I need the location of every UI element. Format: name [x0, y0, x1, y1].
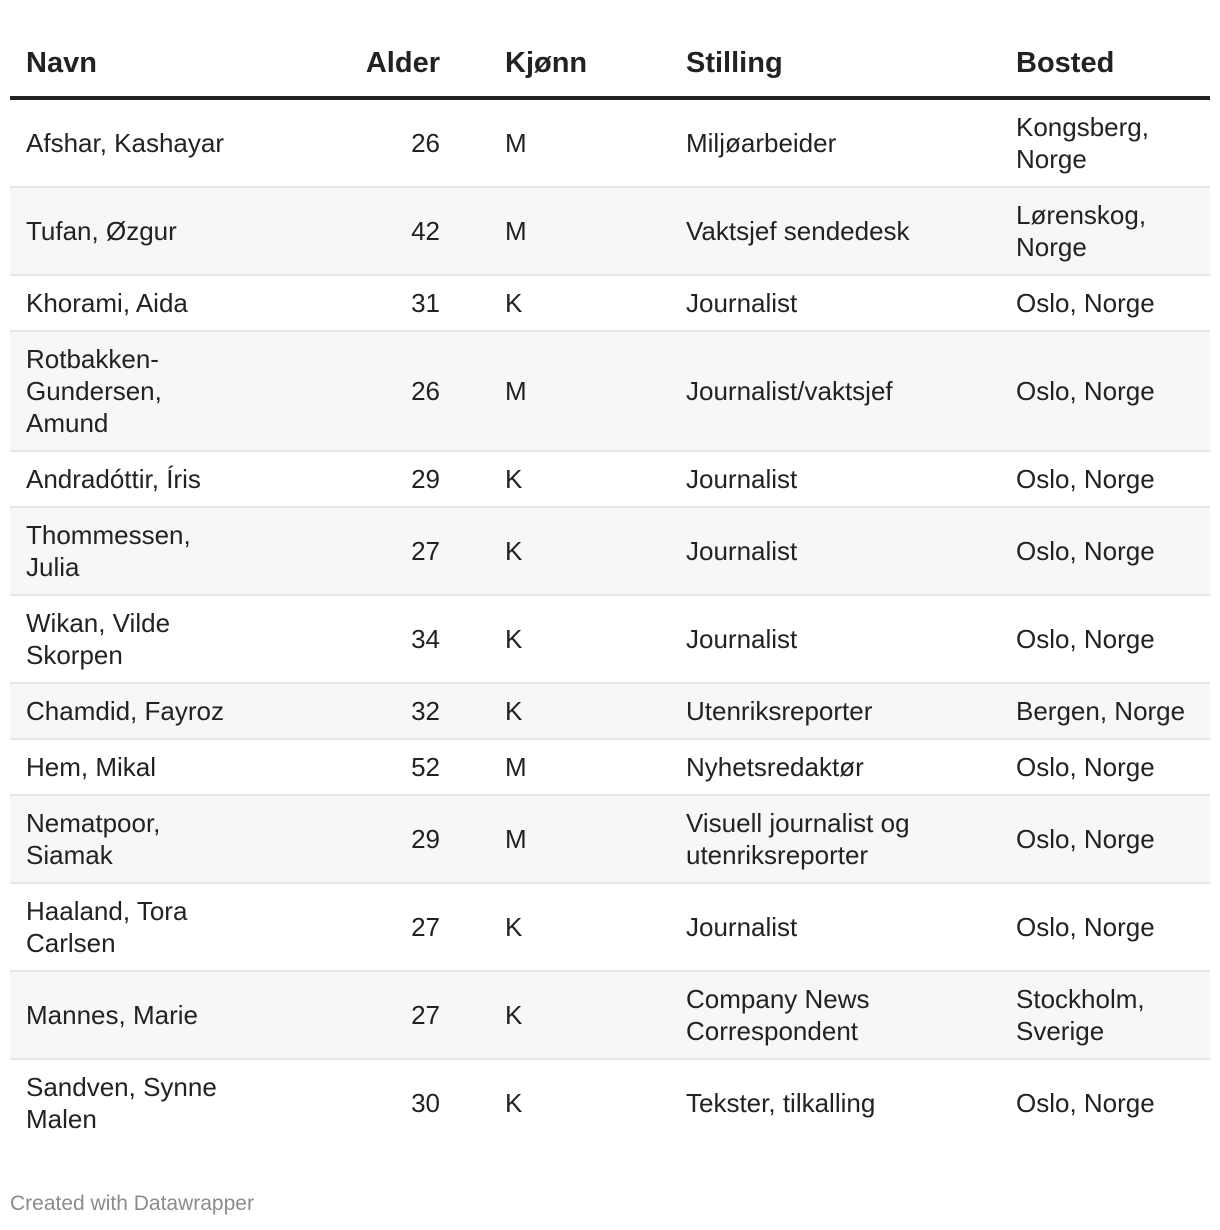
datawrapper-credit[interactable]: Created with Datawrapper — [10, 1192, 254, 1215]
cell-navn: Hem, Mikal — [10, 739, 230, 795]
cell-navn: Afshar, Kashayar — [10, 98, 230, 187]
cell-stilling: Nyhetsredaktør — [670, 739, 1000, 795]
cell-kjonn: K — [505, 1088, 523, 1118]
cell-alder: 31 — [230, 275, 440, 331]
table-row — [10, 451, 1210, 507]
table-row — [10, 507, 1210, 595]
cell-bosted: Kongsberg, Norge — [1000, 98, 1210, 187]
cell-alder: 26 — [230, 98, 440, 187]
cell-bosted: Oslo, Norge — [1000, 595, 1210, 683]
table-row — [10, 98, 1210, 187]
table-row — [10, 971, 1210, 1059]
header-alder[interactable]: Alder — [230, 30, 440, 98]
cell-bosted: Stockholm, Sverige — [1000, 971, 1210, 1059]
cell-alder: 29 — [230, 451, 440, 507]
header-kjonn[interactable]: Kjønn — [440, 30, 670, 98]
cell-navn: Sandven, Synne Malen — [26, 1072, 217, 1134]
table-header-row — [10, 30, 1210, 98]
cell-kjonn: M — [440, 98, 670, 187]
cell-bosted: Oslo, Norge — [1000, 507, 1210, 595]
cell-stilling: Miljøarbeider — [670, 98, 1000, 187]
header-stilling[interactable]: Stilling — [670, 30, 1000, 98]
cell-stilling: Journalist — [670, 275, 1000, 331]
cell-alder: 27 — [230, 883, 440, 971]
cell-navn: Wikan, Vilde Skorpen — [10, 595, 230, 683]
cell-kjonn: K — [440, 883, 670, 971]
header-bosted[interactable]: Bosted — [1000, 30, 1210, 98]
cell-kjonn: M — [440, 331, 670, 451]
cell-navn: Tufan, Øzgur — [10, 187, 230, 275]
cell-stilling: Journalist — [670, 451, 1000, 507]
table-row — [10, 275, 1210, 331]
cell-bosted: Oslo, Norge — [1000, 331, 1210, 451]
cell-stilling: Journalist — [670, 595, 1000, 683]
cell-kjonn: K — [440, 595, 670, 683]
table-row — [10, 595, 1210, 683]
cell-navn: Nematpoor, Siamak — [10, 795, 230, 883]
cell-kjonn: K — [440, 275, 670, 331]
cell-alder: 29 — [230, 795, 440, 883]
table-row — [10, 187, 1210, 275]
cell-navn: Rotbakken-Gundersen, Amund — [10, 331, 230, 451]
table-row — [10, 331, 1210, 451]
cell-bosted: Oslo, Norge — [1016, 1088, 1155, 1118]
cell-navn: Mannes, Marie — [10, 971, 230, 1059]
cell-kjonn: K — [440, 451, 670, 507]
cell-bosted: Oslo, Norge — [1000, 883, 1210, 971]
table-row — [10, 1059, 1210, 1146]
cell-kjonn: M — [440, 795, 670, 883]
cell-alder: 34 — [230, 595, 440, 683]
cell-bosted: Oslo, Norge — [1000, 451, 1210, 507]
cell-stilling: Visuell journalist og utenriksreporter — [670, 795, 1000, 883]
cell-bosted: Lørenskog, Norge — [1000, 187, 1210, 275]
cell-alder: 27 — [230, 971, 440, 1059]
table-row — [10, 883, 1210, 971]
cell-stilling: Company News Correspondent — [670, 971, 1000, 1059]
cell-stilling: Journalist/vaktsjef — [670, 331, 1000, 451]
cell-bosted: Oslo, Norge — [1000, 739, 1210, 795]
staff-table-container — [10, 30, 1210, 1146]
cell-bosted: Oslo, Norge — [1000, 795, 1210, 883]
cell-alder: 27 — [230, 507, 440, 595]
cell-alder: 26 — [230, 331, 440, 451]
cell-kjonn: M — [440, 187, 670, 275]
cell-alder: 32 — [230, 683, 440, 739]
cell-alder: 30 — [411, 1088, 440, 1118]
table-row — [10, 683, 1210, 739]
cell-navn: Andradóttir, Íris — [10, 451, 230, 507]
cell-kjonn: M — [440, 739, 670, 795]
header-navn[interactable]: Navn — [10, 30, 230, 98]
cell-navn: Haaland, Tora Carlsen — [10, 883, 230, 971]
cell-stilling: Tekster, tilkalling — [686, 1088, 876, 1118]
cell-stilling: Vaktsjef sendedesk — [670, 187, 1000, 275]
cell-navn: Khorami, Aida — [10, 275, 230, 331]
cell-navn: Thommessen, Julia — [10, 507, 230, 595]
cell-alder: 52 — [230, 739, 440, 795]
cell-bosted: Bergen, Norge — [1000, 683, 1210, 739]
cell-navn: Chamdid, Fayroz — [10, 683, 230, 739]
cell-kjonn: K — [440, 683, 670, 739]
cell-kjonn: K — [440, 507, 670, 595]
cell-kjonn: K — [440, 971, 670, 1059]
cell-bosted: Oslo, Norge — [1000, 275, 1210, 331]
cell-alder: 42 — [230, 187, 440, 275]
cell-stilling: Journalist — [670, 507, 1000, 595]
cell-stilling: Journalist — [670, 883, 1000, 971]
table-row — [10, 795, 1210, 883]
staff-table — [10, 30, 1210, 1146]
cell-stilling: Utenriksreporter — [670, 683, 1000, 739]
table-row — [10, 739, 1210, 795]
